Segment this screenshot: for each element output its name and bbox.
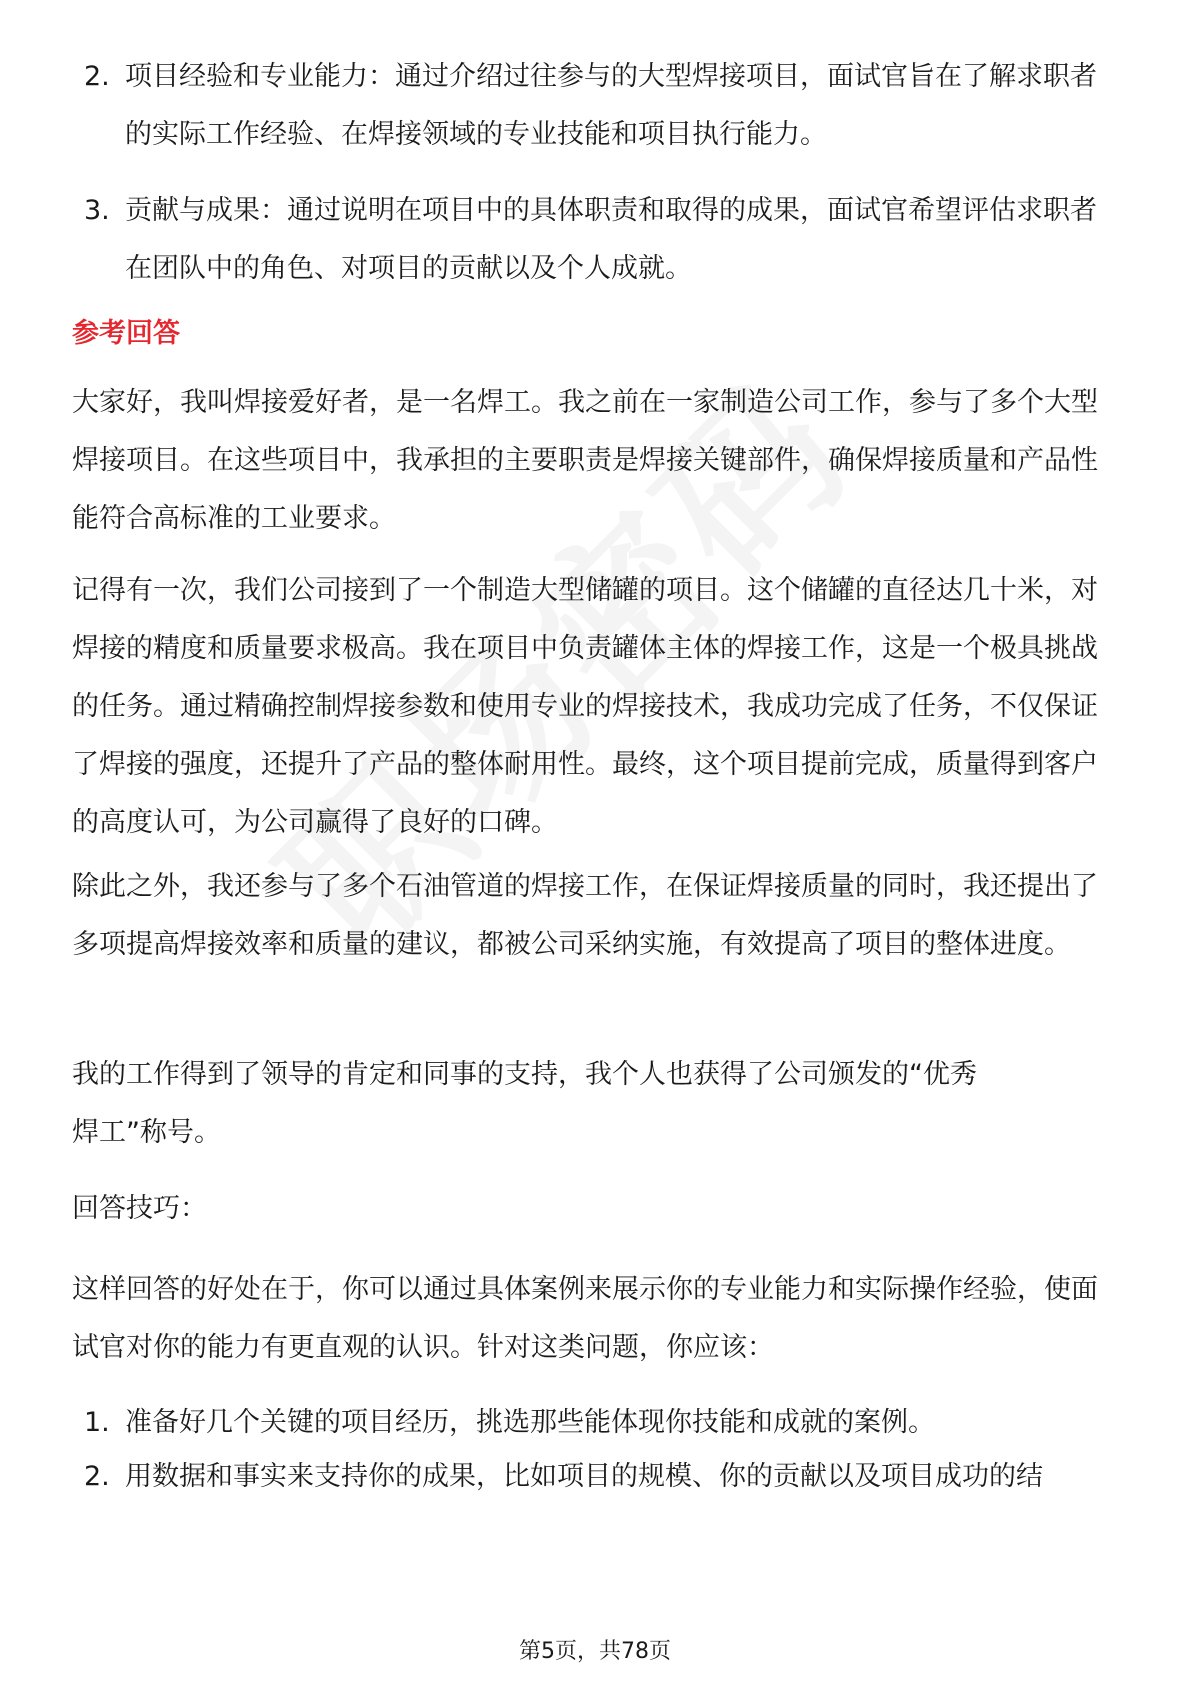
answer-paragraph: 我的工作得到了领导的肯定和同事的支持，我个人也获得了公司颁发的“优秀焊工”称号。	[72, 1059, 977, 1148]
list-number: 2.	[84, 1461, 110, 1492]
list-text: 贡献与成果：通过说明在项目中的具体职责和取得的成果，面试官希望评估求职者在团队中的角色、对项目的贡献以及个人成就。	[125, 195, 1097, 284]
answer-paragraph: 除此之外，我还参与了多个石油管道的焊接工作，在保证焊接质量的同时，我还提出了多项提高焊接效率和质量的建议，都被公司采纳实施，有效提高了项目的整体进度。	[72, 871, 1098, 960]
answer-paragraph: 大家好，我叫焊接爱好者，是一名焊工。我之前在一家制造公司工作，参与了多个大型焊接项目。在这些项目中，我承担的主要职责是焊接关键部件，确保焊接质量和产品性能符合高标准的工业要求。	[72, 387, 1098, 534]
list-number: 1.	[84, 1407, 110, 1438]
list-item	[72, 48, 1122, 164]
list-text: 用数据和事实来支持你的成果，比如项目的规模、你的贡献以及项目成功的结	[125, 1461, 1043, 1492]
list-number: 2.	[84, 61, 110, 92]
tips-heading: 回答技巧：	[72, 1193, 207, 1224]
list-number: 3.	[84, 195, 110, 226]
page-number-footer: 第5页，共78页	[519, 1639, 671, 1664]
reference-answer-heading: 参考回答	[72, 318, 180, 349]
list-item	[72, 1394, 1122, 1452]
list-item	[72, 1448, 1122, 1506]
list-item	[72, 182, 1122, 298]
list-text: 准备好几个关键的项目经历，挑选那些能体现你技能和成就的案例。	[125, 1407, 935, 1438]
answer-paragraph: 记得有一次，我们公司接到了一个制造大型储罐的项目。这个储罐的直径达几十米，对焊接的精度和质量要求极高。我在项目中负责罐体主体的焊接工作，这是一个极具挑战的任务。通过精确控制焊接参数和使用专业的焊接技术，我成功完成了任务，不仅保证了焊接的强度，还提升了产品的整体耐用性。最终，这个项目提前完成，质量得到客户的高度认可，为公司赢得了良好的口碑。	[72, 575, 1098, 838]
tips-paragraph: 这样回答的好处在于，你可以通过具体案例来展示你的专业能力和实际操作经验，使面试官对你的能力有更直观的认识。针对这类问题，你应该：	[72, 1274, 1098, 1363]
list-text: 项目经验和专业能力：通过介绍过往参与的大型焊接项目，面试官旨在了解求职者的实际工作经验、在焊接领域的专业技能和项目执行能力。	[125, 61, 1097, 150]
